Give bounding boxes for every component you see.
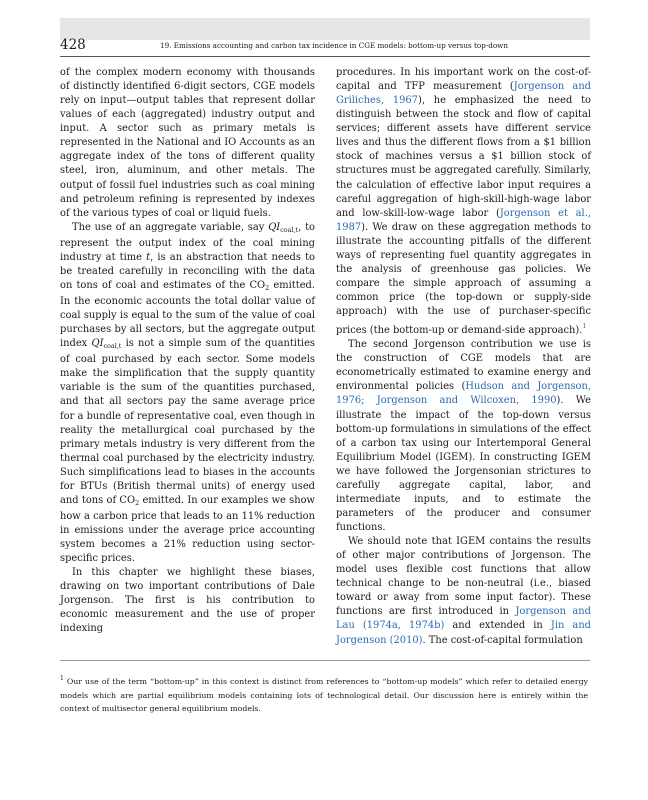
subscript: coal,t [103, 342, 122, 351]
citation-link[interactable]: Jin and Jorgenson (2010) [336, 620, 591, 646]
footnote-marker[interactable]: 1 [582, 322, 587, 331]
citation-link[interactable]: Jorgenson and Lau (1974a, 1974b) [336, 606, 591, 632]
variable: QI [91, 338, 104, 350]
subscript: coal,t [280, 225, 299, 234]
paragraph: The use of an aggregate variable, say $QI_{coal,t}$, to represent the output index of the coal mining industry at time t, is an abstraction that needs to be treated carefully in reconciling with the data on tons of coal and estimates of the $CO_2$ emitted. In the economic accounts the total dollar value of coal supply is equal to the sum of the value of coal purchases by all sectors, but the aggregate output index $QI_{coal,t}$ is not a simple sum of the quantities of coal purchased by each sector. Some models make the simplification that the supply quantity variable is the sum of the quantities purchased, and that all sectors pay the same average price for a bundle of representative coal, even though in reality the metallurgical coal purchased by the primary metals industry is very different from the thermal coal purchased by the electricity industry. Such simplifications lead to biases in the accounts for BTUs (British thermal units) of energy used and tons of $CO_2$ emitted. In our examples we show how a carbon price that leads to an 11% reduction in emissions under the average price accounting system becomes a 21% reduction using sector-specific prices. [60, 221, 315, 565]
citation-link[interactable]: Hudson and Jorgenson, 1976; Jorgenson and Wilcoxen, 1990 [336, 381, 591, 407]
paragraph: procedures. In his important work on the cost-of-capital and TFP measurement (Jorgenson and Griliches, 1967), he emphasized the need to distinguish between the stock and flow of capital services; different assets have different service lives and thus the different flows from a $1 billion stock of machines versus a $1 billion stock of structures must be aggregated carefully. Similarly, the calculation of effective labor input requires a careful aggregation of high-skill-high-wage labor and low-skill-low-wage labor (Jorgenson et al., 1987). We draw on these aggregation methods to illustrate the accounting pitfalls of the different ways of representing fuel quantity aggregates in the analysis of greenhouse gas policies. We compare the simple approach of assuming a common price (the top-down or supply-side approach) with the use of purchaser-specific prices (the bottom-up or demand-side approach).$^1$ [336, 67, 592, 337]
running-title: 19. Emissions accounting and carbon tax incidence in CGE models: bottom-up versus top-down [160, 41, 508, 50]
right-column [336, 66, 591, 648]
paragraph: of the complex modern economy with thousands of distinctly identified 6-digit sectors, CGE models rely on input—output tables that represent dollar values of each (aggregated) industry output and input. A sector such as primary metals is represented in the National and IO Accounts as an aggregate index of the tons of different quality steel, iron, aluminum, and other metals. The output of fossil fuel industries such as coal mining and petroleum refining is represented by indexes of the various types of coal or liquid fuels. [60, 67, 315, 219]
citation-link[interactable]: Jorgenson and Griliches, 1967 [336, 81, 591, 107]
variable: t [146, 251, 151, 263]
footnote [60, 672, 588, 716]
footnote-rule [60, 660, 590, 661]
footnote-number: 1 [60, 675, 64, 682]
left-column [60, 66, 315, 637]
citation-link[interactable]: Jorgenson et al., 1987 [336, 207, 591, 233]
header-band [60, 18, 590, 40]
paragraph: The second Jorgenson contribution we use is the construction of CGE models that are econometrically estimated to examine energy and environmental policies (Hudson and Jorgenson, 1976; Jorgenson and Wilcoxen, 1990). We illustrate the impact of the top-down versus bottom-up formulations in simulations of the effect of a carbon tax using our Intertemporal General Equilibrium Model (IGEM). In constructing IGEM we have followed the Jorgensonian strictures to carefully aggregate capital, labor, and intermediate inputs, and to estimate the parameters of the producer and consumer functions. [336, 339, 591, 533]
footnote-text: Our use of the term “bottom-up” in this context is distinct from references to “bottom-up models” which refer to detailed energy models which are partial equilibrium models containing lots of technological detail. Our discussion here is entirely within the context of multisector general equilibrium models. [60, 677, 588, 713]
paragraph: In this chapter we highlight these biases, drawing on two important contributions of Dale Jorgenson. The first is his contribution to economic measurement and the use of proper indexing [60, 567, 315, 635]
header-rule [60, 56, 590, 57]
paragraph: We should note that IGEM contains the results of other major contributions of Jorgenson. The model uses flexible cost functions that allow technical change to be non-neutral (i.e., biased toward or away from some input factor). These functions are first introduced in Jorgenson and Lau (1974a, 1974b) and extended in Jin and Jorgenson (2010). The cost-of-capital formulation [336, 536, 591, 646]
variable: QI [268, 221, 281, 233]
page-number: 428 [60, 37, 86, 53]
subscript: 2 [135, 498, 140, 507]
subscript: 2 [265, 283, 270, 292]
